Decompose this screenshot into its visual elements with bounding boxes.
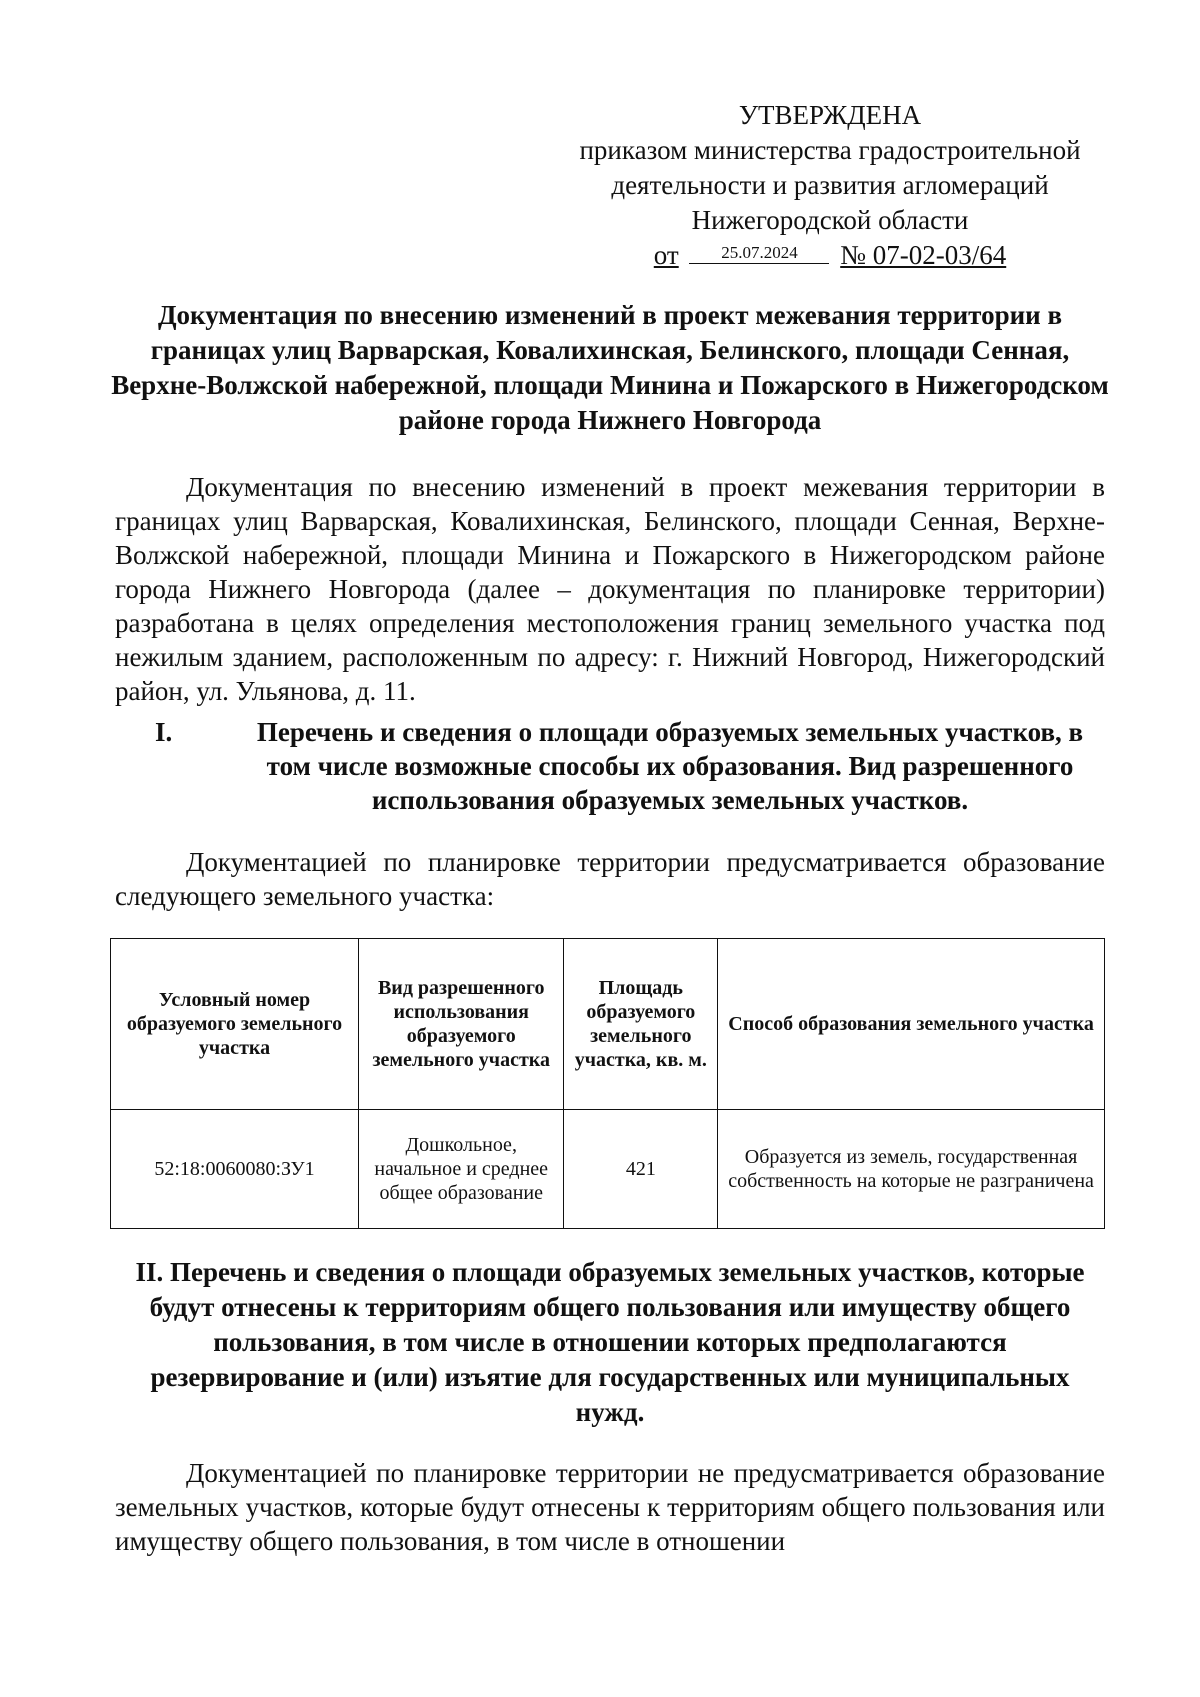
order-date: 25.07.2024 [689,243,829,264]
header-permitted-use: Вид разрешенного использования образуемого земельного участка [359,939,564,1110]
section-1-title: Перечень и сведения о площади образуемых земельных участков, в том числе возможные способы их образования. Вид разрешенного использования образуемых земельных участков. [256,717,1084,815]
cell-plot-number: 52:18:0060080:ЗУ1 [111,1110,359,1229]
document-title: Документация по внесению изменений в проект межевания территории в границах улиц Варварская, Ковалихинская, Белинского, площади Сенная, Верхне-Волжской набережной, площади Минина и Пожарского в Нижегородском районе города Нижнего Новгорода [111,300,1109,435]
cell-area: 421 [564,1110,718,1229]
order-line [560,238,1100,273]
order-prefix: от [653,240,679,270]
header-plot-number: Условный номер образуемого земельного участка [111,939,359,1110]
land-plots-table [110,938,1105,1229]
header-area: Площадь образуемого земельного участка, кв. м. [564,939,718,1110]
table-header-row [111,939,1105,1110]
section-2-text: Документацией по планировке территории не предусматривается образование земельных участков, которые будут отнесены к территориям общего пользования или имуществу общего пользования, в том числе в отношении [115,1458,1105,1556]
approval-line-1: приказом министерства градостроительной [579,135,1081,165]
section-1-number: I. [155,717,173,747]
approval-line-3: Нижегородской области [691,205,969,235]
intro-paragraph: Документация по внесению изменений в проект межевания территории в границах улиц Варварская, Ковалихинская, Белинского, площади Сенная, Верхне-Волжской набережной, площади Минина и Пожарского в Нижегородском районе города Нижнего Новгорода (далее – документация по планировке территории) разработана в целях определения местоположения границ земельного участка под нежилым зданием, расположенным по адресу: г. Нижний Новгород, Нижегородский район, ул. Ульянова, д. 11. [115,472,1105,706]
section-1-text: Документацией по планировке территории предусматривается образование следующего земельного участка: [115,847,1105,911]
approval-line-2: деятельности и развития агломераций [611,170,1049,200]
approval-heading: УТВЕРЖДЕНА [738,100,922,130]
table-row [111,1110,1105,1229]
section-1-heading [155,715,1105,817]
section-2-heading: II. Перечень и сведения о площади образуемых земельных участков, которые будут отнесены к территориям общего пользования или имуществу общего пользования, в том числе в отношении которых предполагаются резервирование и (или) изъятие для государственных или муниципальных нужд. [135,1257,1085,1427]
header-formation-method: Способ образования земельного участка [718,939,1105,1110]
cell-formation-method: Образуется из земель, государственная собственность на которые не разграничена [718,1110,1105,1229]
cell-permitted-use: Дошкольное, начальное и среднее общее образование [359,1110,564,1229]
order-number: № 07-02-03/64 [840,240,1007,270]
approval-stamp [560,98,1100,273]
